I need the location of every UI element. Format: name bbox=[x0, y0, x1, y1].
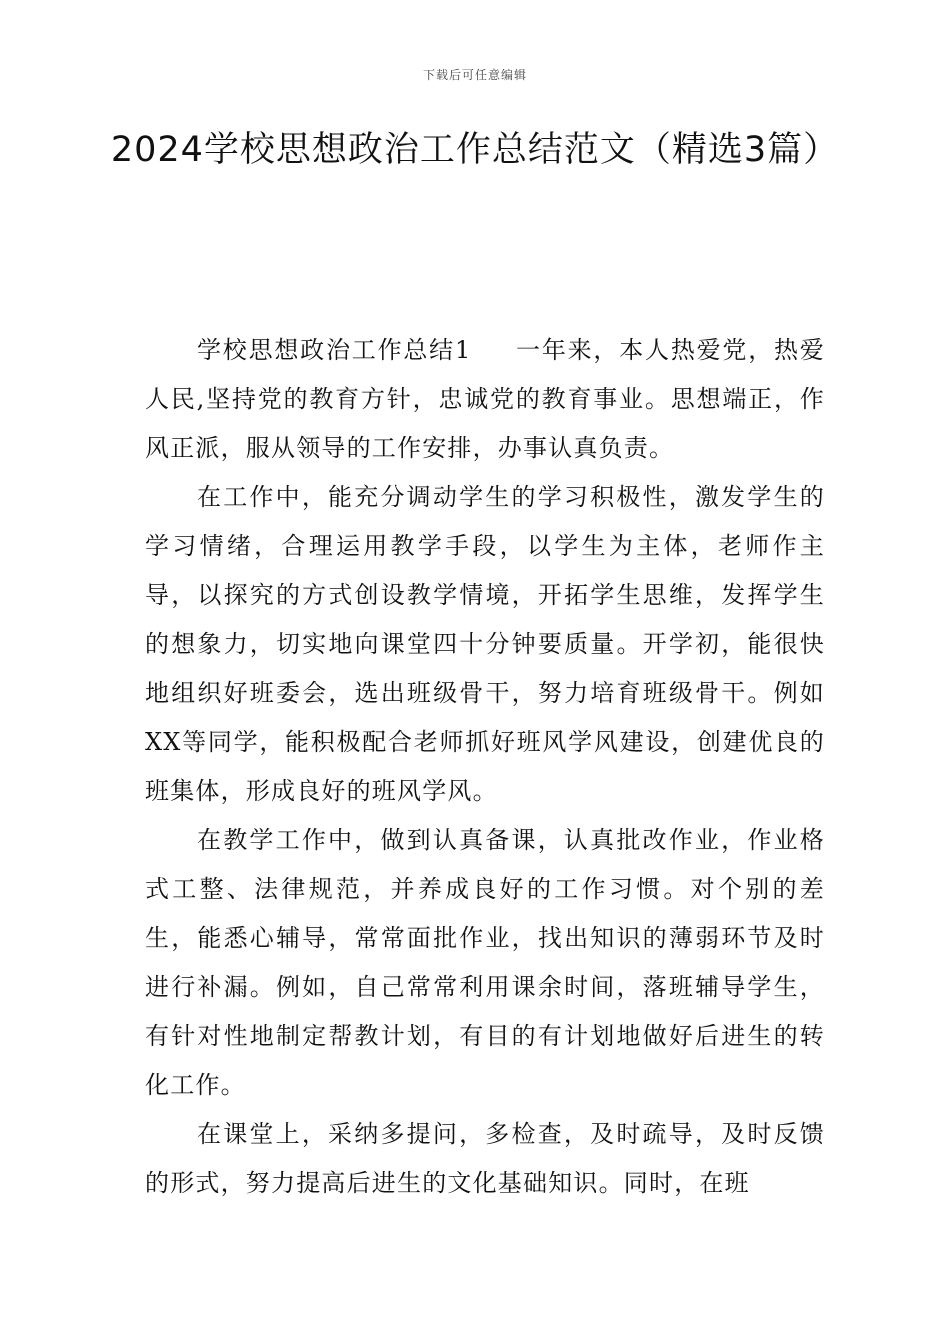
header-note: 下载后可任意编辑 bbox=[422, 68, 527, 82]
document-title: 2024学校思想政治工作总结范文（精选3篇） bbox=[110, 130, 840, 170]
paragraph-1-text: 一年来，本人热爱党，热爱人民,坚持党的教育方针，忠诚党的教育事业。思想端正，作风正派，服从领导的工作安排，办事认真负责。 bbox=[145, 336, 825, 462]
section-heading: 学校思想政治工作总结1 bbox=[197, 336, 472, 364]
paragraph-4: 在课堂上，采纳多提问，多检查，及时疏导，及时反馈的形式，努力提高后进生的文化基础知识。同时，在班 bbox=[145, 1120, 825, 1197]
paragraph-1 bbox=[145, 326, 825, 473]
document-body bbox=[145, 326, 825, 1208]
paragraph-3: 在教学工作中，做到认真备课，认真批改作业，作业格式工整、法律规范，并养成良好的工作习惯。对个别的差生，能悉心辅导，常常面批作业，找出知识的薄弱环节及时进行补漏。例如，自己常常利用课余时间，落班辅导学生，有针对性地制定帮教计划，有目的有计划地做好后进生的转化工作。 bbox=[145, 826, 825, 1099]
paragraph-2: 在工作中，能充分调动学生的学习积极性，激发学生的学习情绪，合理运用教学手段，以学生为主体，老师作主导，以探究的方式创设教学情境，开拓学生思维，发挥学生的想象力，切实地向课堂四十分钟要质量。开学初，能很快地组织好班委会，选出班级骨干，努力培育班级骨干。例如XX等同学，能积极配合老师抓好班风学风建设，创建优良的班集体，形成良好的班风学风。 bbox=[145, 483, 825, 805]
